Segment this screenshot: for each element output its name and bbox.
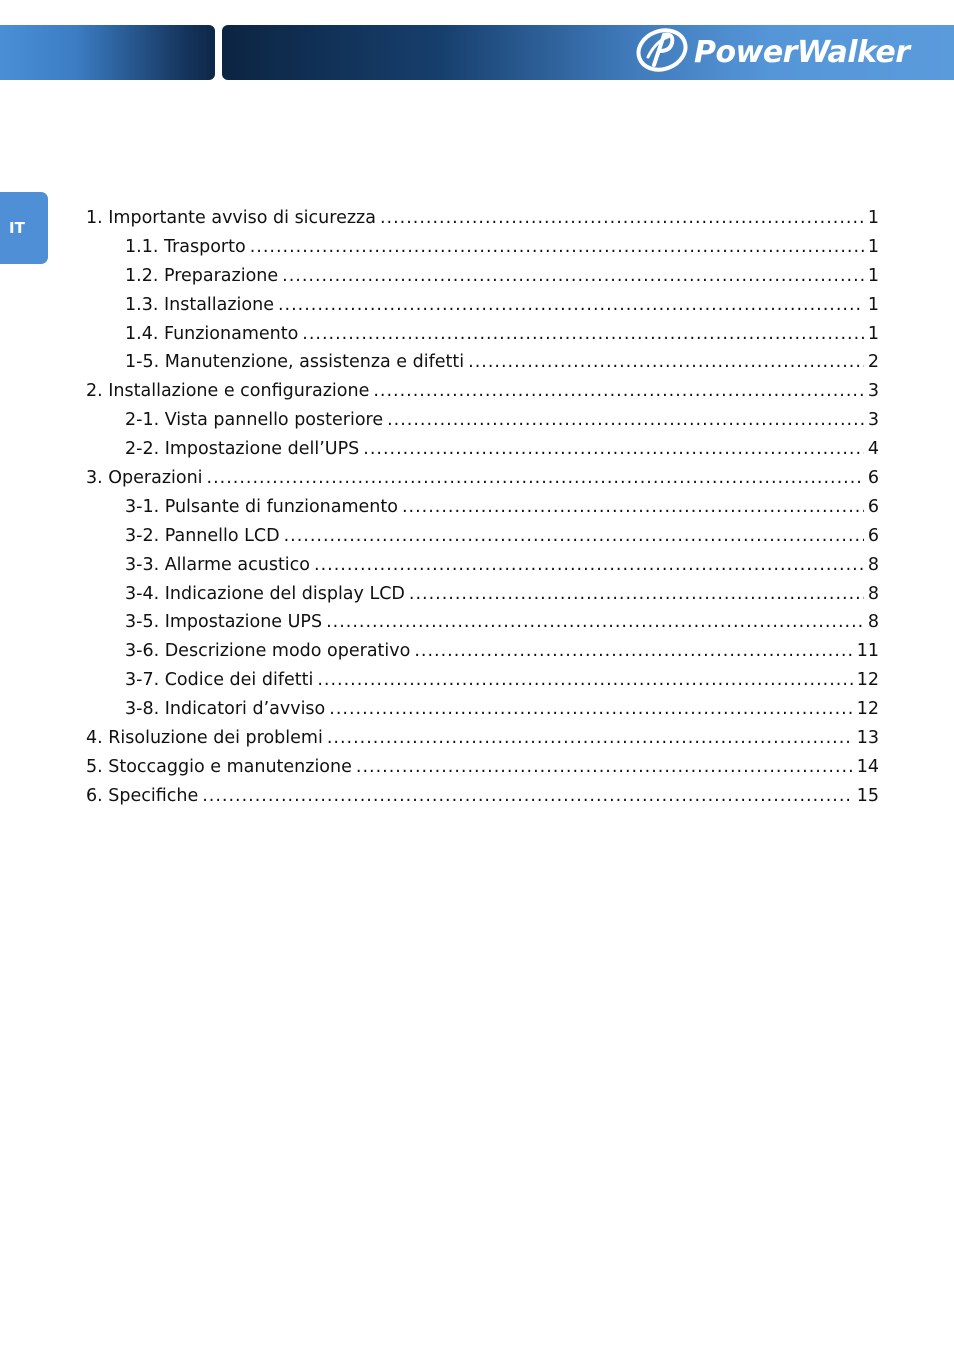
toc-entry-page: 1 (867, 208, 879, 228)
toc-dot-leader (402, 493, 864, 522)
toc-entry[interactable] (86, 666, 879, 695)
toc-dot-leader (329, 695, 852, 724)
language-tab: IT (0, 192, 48, 264)
toc-entry-title: 1.1. Trasporto (125, 236, 246, 257)
toc-dot-leader (327, 724, 853, 753)
toc-entry-title: 1-5. Manutenzione, assistenza e difetti (125, 352, 465, 373)
toc-entry[interactable] (86, 724, 879, 753)
toc-dot-leader (207, 464, 864, 493)
toc-entry-page: 1 (867, 265, 879, 286)
toc-dot-leader (317, 666, 852, 695)
toc-entry[interactable] (86, 695, 879, 724)
toc-dot-leader (373, 377, 864, 406)
toc-entry-page: 2 (867, 352, 879, 373)
toc-entry-title: 3-4. Indicazione del display LCD (125, 583, 405, 604)
toc-dot-leader (356, 753, 853, 782)
toc-dot-leader (363, 435, 864, 464)
toc-dot-leader (409, 580, 864, 609)
toc-entry[interactable] (86, 782, 879, 811)
toc-entry-page: 13 (856, 728, 879, 749)
toc-dot-leader (284, 522, 864, 551)
toc-entry-title: 3-3. Allarme acustico (125, 554, 310, 575)
brand-logo (634, 28, 910, 76)
toc-entry-page: 4 (867, 439, 879, 460)
toc-entry-title: 2. Installazione e configurazione (86, 381, 370, 402)
toc-dot-leader (380, 204, 864, 233)
toc-entry[interactable] (86, 348, 879, 377)
toc-entry-title: 3-2. Pannello LCD (125, 525, 280, 546)
toc-entry-page: 1 (867, 323, 879, 344)
toc-entry-page: 1 (867, 294, 879, 315)
toc-entry-title: 1.2. Preparazione (125, 265, 279, 286)
brand-name: PowerWalker (694, 34, 910, 70)
toc-entry-title: 5. Stoccaggio e manutenzione (86, 756, 352, 777)
powerwalker-swirl-icon (634, 27, 690, 77)
toc-dot-leader (278, 291, 864, 320)
toc-entry[interactable] (86, 608, 879, 637)
table-of-contents (86, 204, 879, 811)
toc-dot-leader (250, 233, 864, 262)
toc-entry[interactable] (86, 493, 879, 522)
toc-entry[interactable] (86, 464, 879, 493)
toc-entry[interactable] (86, 233, 879, 262)
toc-entry[interactable] (86, 377, 879, 406)
toc-entry[interactable] (86, 406, 879, 435)
toc-entry-title: 3-5. Impostazione UPS (125, 612, 323, 633)
toc-entry[interactable] (86, 204, 879, 233)
toc-entry[interactable] (86, 551, 879, 580)
toc-entry-page: 8 (867, 583, 879, 604)
toc-entry[interactable] (86, 522, 879, 551)
toc-dot-leader (387, 406, 864, 435)
toc-dot-leader (468, 348, 864, 377)
toc-entry-page: 8 (867, 554, 879, 575)
toc-entry[interactable] (86, 580, 879, 609)
toc-entry-page: 6 (867, 496, 879, 517)
toc-entry-title: 3-7. Codice dei difetti (125, 670, 314, 691)
header-bar-left (0, 25, 215, 80)
toc-entry-page: 12 (856, 699, 879, 720)
toc-entry-title: 3-1. Pulsante di funzionamento (125, 496, 398, 517)
toc-entry-page: 3 (867, 381, 879, 402)
toc-entry-page: 12 (856, 670, 879, 691)
toc-entry-title: 2-2. Impostazione dell’UPS (125, 439, 360, 460)
toc-entry-title: 1. Importante avviso di sicurezza (86, 208, 376, 228)
toc-entry-title: 3-8. Indicatori d’avviso (125, 699, 326, 720)
toc-entry-page: 6 (867, 525, 879, 546)
toc-entry-title: 3. Operazioni (86, 468, 203, 489)
toc-entry-page: 8 (867, 612, 879, 633)
toc-entry-page: 14 (856, 756, 879, 777)
toc-entry-title: 3-6. Descrizione modo operativo (125, 641, 411, 662)
toc-entry[interactable] (86, 320, 879, 349)
toc-dot-leader (414, 637, 852, 666)
toc-entry-title: 6. Specifiche (86, 785, 199, 806)
toc-entry[interactable] (86, 262, 879, 291)
toc-entry-title: 1.4. Funzionamento (125, 323, 299, 344)
toc-entry-page: 1 (867, 236, 879, 257)
toc-dot-leader (314, 551, 864, 580)
toc-dot-leader (326, 608, 864, 637)
toc-entry-title: 2-1. Vista pannello posteriore (125, 410, 384, 431)
page-header (0, 0, 954, 84)
toc-entry-title: 1.3. Installazione (125, 294, 274, 315)
toc-entry-page: 3 (867, 410, 879, 431)
toc-entry-page: 15 (856, 785, 879, 806)
toc-entry-page: 11 (856, 641, 879, 662)
toc-entry-title: 4. Risoluzione dei problemi (86, 728, 323, 749)
toc-entry-page: 6 (867, 468, 879, 489)
toc-dot-leader (202, 782, 852, 811)
toc-entry[interactable] (86, 435, 879, 464)
toc-entry[interactable] (86, 637, 879, 666)
toc-entry[interactable] (86, 753, 879, 782)
toc-dot-leader (302, 320, 864, 349)
toc-dot-leader (282, 262, 864, 291)
toc-entry[interactable] (86, 291, 879, 320)
